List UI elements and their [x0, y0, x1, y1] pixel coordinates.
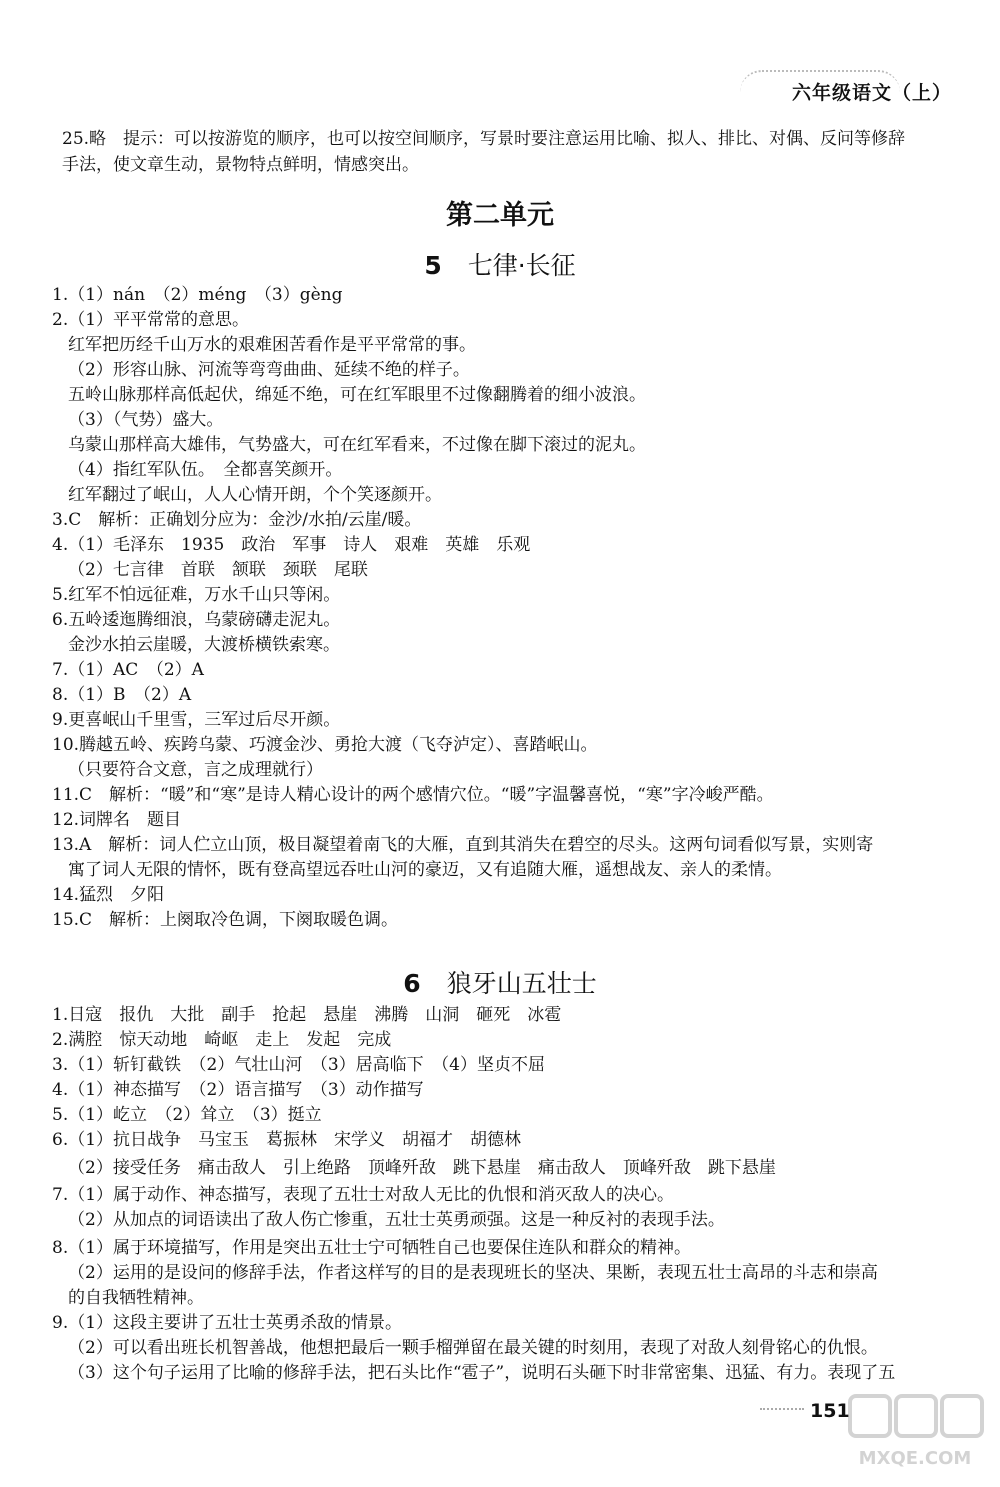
answer-line: （3）这个句子运用了比喻的修辞手法，把石头比作“雹子”，说明石头砸下时非常密集、迅猛、有力。表现了五 — [68, 1363, 896, 1383]
answer-line: 7.（1）属于动作、神态描写，表现了五壮士对敌人无比的仇恨和消灭敌人的决心。 — [52, 1185, 675, 1205]
watermark-logo — [840, 1392, 990, 1472]
lesson-number: 6 — [403, 969, 421, 998]
answer-line: 1.（1）nán （2）méng （3）gèng — [52, 285, 343, 305]
answer-line: 3.C 解析：正确划分应为：金沙/水拍/云崖/暖。 — [52, 510, 422, 530]
answer-line: 8.（1）属于环境描写，作用是突出五壮士宁可牺牲自己也要保住连队和群众的精神。 — [52, 1238, 692, 1258]
answer-line: 3.（1）斩钉截铁 （2）气壮山河 （3）居高临下 （4）坚贞不屈 — [52, 1055, 545, 1075]
answer-line: （4）指红军队伍。 全都喜笑颜开。 — [68, 460, 343, 480]
answer-line: 4.（1）毛泽东 1935 政治 军事 诗人 艰难 英雄 乐观 — [52, 535, 531, 555]
answer-line: （2）运用的是设问的修辞手法，作者这样写的目的是表现班长的坚决、果断，表现五壮士高昂的斗志和崇高 — [68, 1263, 878, 1283]
unit-title: 第二单元 — [446, 200, 554, 231]
watermark-text: MXQE.COM — [858, 1448, 972, 1469]
answer-line: 寓了词人无限的情怀，既有登高望远吞吐山河的豪迈，又有追随大雁，遥想战友、亲人的柔情。 — [68, 860, 782, 880]
answer-line: 13.A 解析：词人伫立山顶，极目凝望着南飞的大雁，直到其消失在碧空的尽头。这两句词看似写景，实则寄 — [52, 835, 874, 855]
answer-line: （只要符合文意，言之成理就行） — [68, 760, 323, 780]
answer-line: 金沙水拍云崖暖，大渡桥横铁索寒。 — [68, 635, 340, 655]
page-number: 151 — [810, 1400, 850, 1422]
footer-decoration — [760, 1408, 804, 1410]
lesson-heading — [0, 246, 1000, 282]
answer-line: 4.（1）神态描写 （2）语言描写 （3）动作描写 — [52, 1080, 424, 1100]
answer-line: 手法，使文章生动，景物特点鲜明，情感突出。 — [62, 155, 419, 175]
answer-line: 的自我牺牲精神。 — [68, 1288, 204, 1308]
answer-line: （2）接受任务 痛击敌人 引上绝路 顶峰歼敌 跳下悬崖 痛击敌人 顶峰歼敌 跳下悬崖 — [68, 1158, 776, 1178]
lesson-number: 5 — [424, 251, 442, 280]
answer-line: （2）形容山脉、河流等弯弯曲曲、延续不绝的样子。 — [68, 360, 470, 380]
answer-line: 25.略 提示：可以按游览的顺序，也可以按空间顺序，写景时要注意运用比喻、拟人、排比、对偶、反问等修辞 — [62, 129, 906, 149]
answer-line: 9.（1）这段主要讲了五壮士英勇杀敌的情景。 — [52, 1313, 403, 1333]
answer-line: 15.C 解析：上阕取冷色调，下阕取暖色调。 — [52, 910, 399, 930]
answer-line: 2.满腔 惊天动地 崎岖 走上 发起 完成 — [52, 1030, 392, 1050]
answer-line: 7.（1）AC （2）A — [52, 660, 204, 680]
answer-line: 红军把历经千山万水的艰难困苦看作是平平常常的事。 — [68, 335, 476, 355]
answer-line: 10.腾越五岭、疾跨乌蒙、巧渡金沙、勇抢大渡（飞夺泸定）、喜踏岷山。 — [52, 735, 598, 755]
answer-line: 2.（1）平平常常的意思。 — [52, 310, 250, 330]
answer-line: 14.猛烈 夕阳 — [52, 885, 165, 905]
answer-line: 6.（1）抗日战争 马宝玉 葛振林 宋学义 胡福才 胡德林 — [52, 1130, 522, 1150]
answer-line: 红军翻过了岷山，人人心情开朗，个个笑逐颜开。 — [68, 485, 442, 505]
answer-line: 11.C 解析：“暖”和“寒”是诗人精心设计的两个感情穴位。“暖”字温馨喜悦，“寒”字冷峻严酷。 — [52, 785, 774, 805]
answer-line: 1.日寇 报仇 大批 副手 抢起 悬崖 沸腾 山洞 砸死 冰雹 — [52, 1005, 562, 1025]
answer-line: 五岭山脉那样高低起伏，绵延不绝，可在红军眼里不过像翻腾着的细小波浪。 — [68, 385, 646, 405]
answer-line: 9.更喜岷山千里雪，三军过后尽开颜。 — [52, 710, 341, 730]
answer-line: （2）从加点的词语读出了敌人伤亡惨重，五壮士英勇顽强。这是一种反衬的表现手法。 — [68, 1210, 725, 1230]
lesson-heading — [0, 964, 1000, 1000]
book-header-tag: 六年级语文（上） — [791, 82, 952, 104]
answer-line: 5.（1）屹立 （2）耸立 （3）挺立 — [52, 1105, 322, 1125]
lesson-title: 狼牙山五壮士 — [446, 969, 597, 998]
answer-line: （2）七言律 首联 颔联 颈联 尾联 — [68, 560, 368, 580]
answer-line: 12.词牌名 题目 — [52, 810, 182, 830]
lesson-title: 七律·长征 — [467, 251, 576, 280]
answer-line: （2）可以看出班长机智善战，他想把最后一颗手榴弹留在最关键的时刻用，表现了对敌人刻骨铭心的仇恨。 — [68, 1338, 878, 1358]
answer-line: 乌蒙山那样高大雄伟，气势盛大，可在红军看来，不过像在脚下滚过的泥丸。 — [68, 435, 646, 455]
answer-line: （3）（气势）盛大。 — [68, 410, 224, 430]
answer-line: 8.（1）B （2）A — [52, 685, 192, 705]
answer-line: 6.五岭逶迤腾细浪，乌蒙磅礴走泥丸。 — [52, 610, 341, 630]
answer-line: 5.红军不怕远征难，万水千山只等闲。 — [52, 585, 341, 605]
